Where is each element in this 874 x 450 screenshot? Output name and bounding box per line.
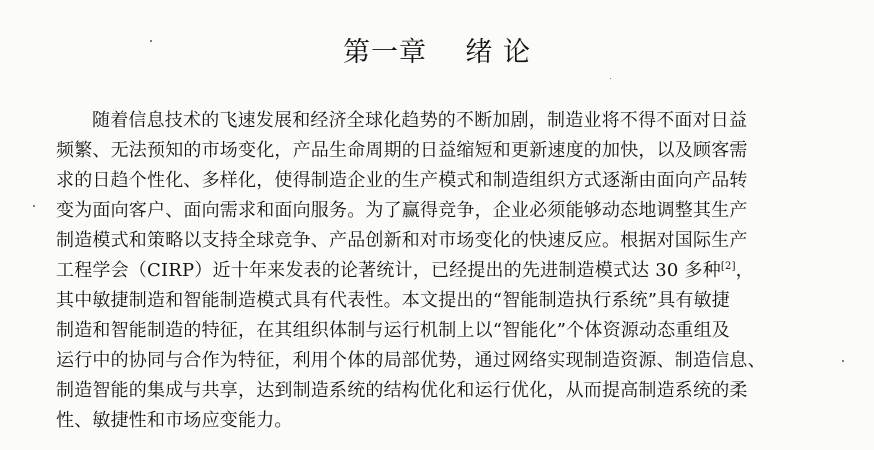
paragraph-line: 变为面向客户、面向需求和面向服务。为了赢得竞争，企业必须能够动态地调整其生产 xyxy=(56,200,748,221)
scan-speck xyxy=(610,78,611,79)
body-paragraph xyxy=(56,106,816,436)
paragraph-line-punctuation: ， xyxy=(735,260,754,281)
chapter-title: 第一章 绪 论 xyxy=(343,37,531,68)
scan-speck xyxy=(842,360,844,362)
paragraph-line: 制造模式和策略以支持全球竞争、产品创新和对市场变化的快速反应。根据对国际生产 xyxy=(56,230,748,251)
paragraph-line: 运行中的协同与合作为特征，利用个体的局部优势，通过网络实现制造资源、制造信息、 xyxy=(56,350,766,371)
paragraph-line: 制造智能的集成与共享，达到制造系统的结构优化和运行优化，从而提高制造系统的柔 xyxy=(56,380,748,401)
paragraph-line-text: 工程学会（CIRP）近十年来发表的论著统计，已经提出的先进制造模式达 30 多种 xyxy=(56,260,721,281)
paragraph-line: 其中敏捷制造和智能制造模式具有代表性。本文提出的“智能制造执行系统”具有敏捷 xyxy=(56,290,731,311)
paragraph-line: 随着信息技术的飞速发展和经济全球化趋势的不断加剧，制造业将不得不面对日益 xyxy=(92,110,748,131)
paragraph-line: 性、敏捷性和市场应变能力。 xyxy=(56,410,293,431)
paragraph-line: 频繁、无法预知的市场变化，产品生命周期的日益缩短和更新速度的加快，以及顾客需 xyxy=(56,140,748,161)
scan-speck xyxy=(150,40,152,42)
citation-reference[interactable]: [2] xyxy=(720,261,736,272)
scan-speck xyxy=(33,205,35,207)
paragraph-line: 制造和智能制造的特征，在其组织体制与运行机制上以“智能化”个体资源动态重组及 xyxy=(56,320,731,341)
paragraph-line: 求的日趋个性化、多样化，使得制造企业的生产模式和制造组织方式逐渐由面向产品转 xyxy=(56,170,748,191)
paragraph-line-with-citation xyxy=(56,256,816,286)
